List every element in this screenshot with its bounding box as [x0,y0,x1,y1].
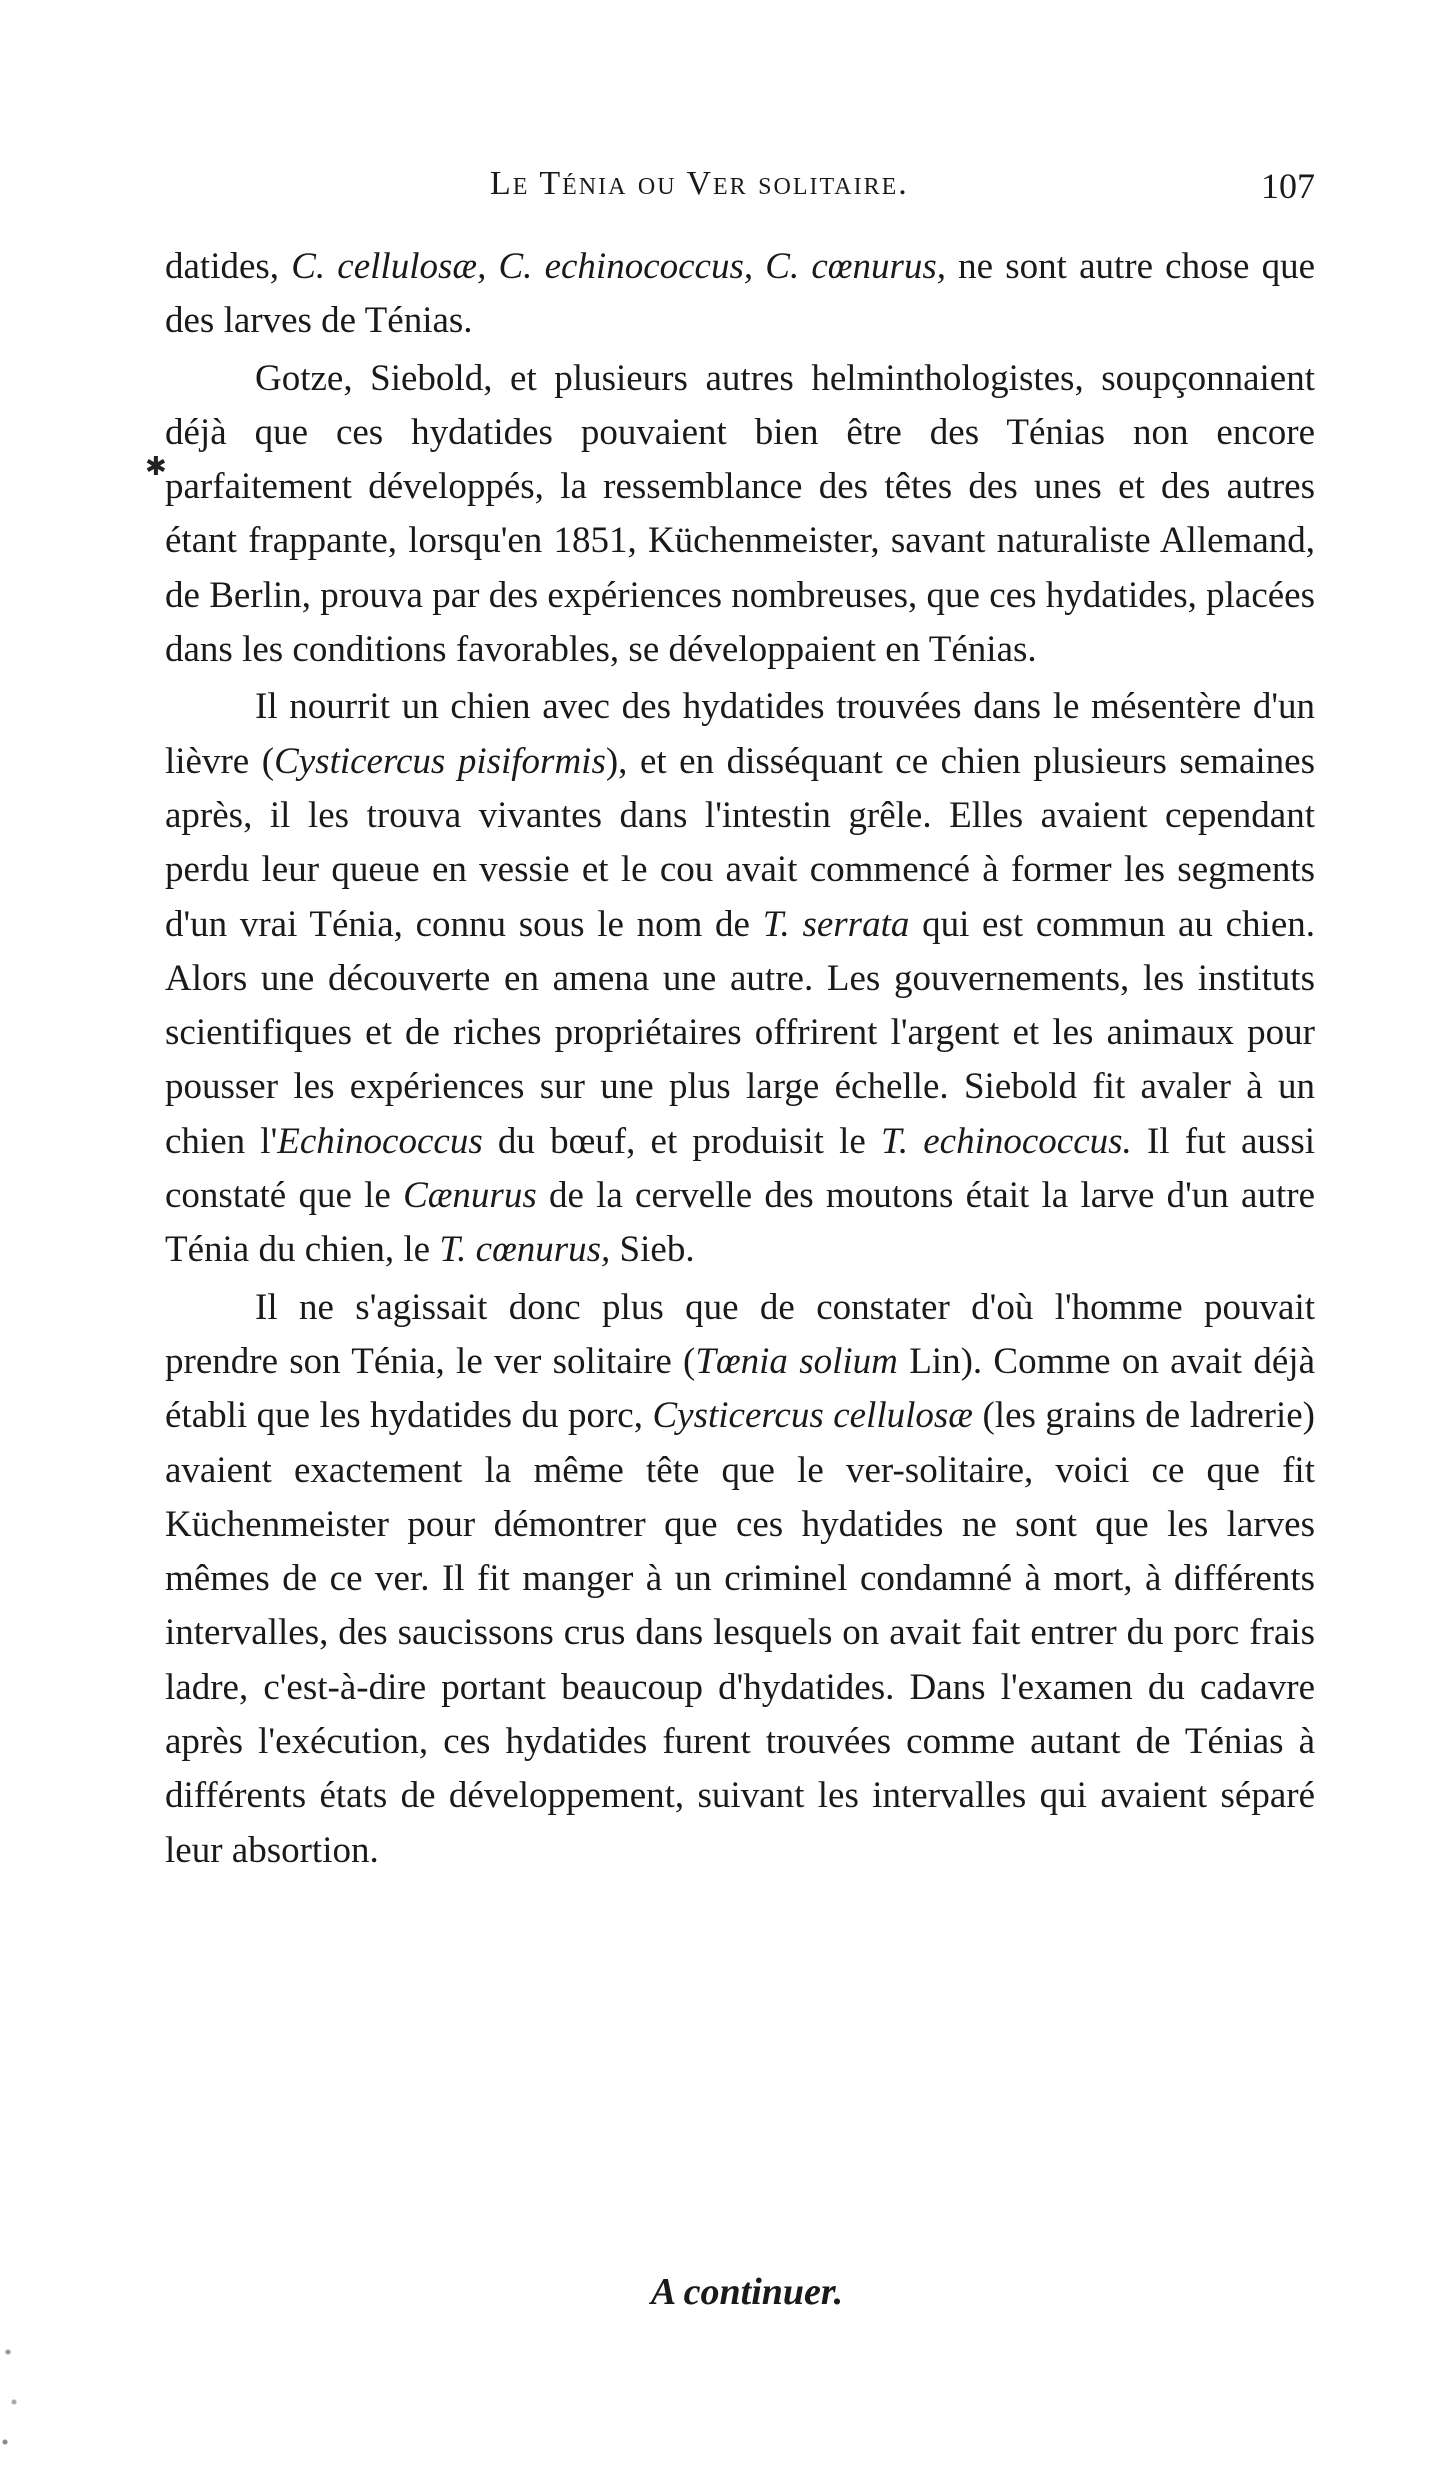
paragraph-4 [165,1281,1315,1878]
closing-note: A continuer. [650,2271,844,2313]
text-run: Lin). Comme on avait déjà établi que les hydatides du porc, [165,1340,1315,1437]
paragraph-2 [165,352,1315,678]
text-run: Il ne s'agissait donc plus que de constater d'où l'homme pouvait prendre son Ténia, le ver solitaire ( [165,1286,1315,1382]
text-run: du bœuf, et produisit le [482,1120,881,1162]
italic-run: Tœnia solium [695,1340,898,1382]
text-run: qui est commun au chien. Alors une découverte en amena une autre. Les gouvernements, les instituts scientifiques et de riches propriétaires offrirent l'argent et les animaux pour pousser les expériences sur une plus large échelle. Siebold fit avaler à un chien l' [165,903,1316,1162]
italic-run: Cænurus [403,1175,537,1217]
page-number: 107 [1261,166,1315,206]
paragraph-1 [165,240,1315,349]
running-head [165,165,1315,215]
text-run: Gotze, Siebold, et plusieurs autres helminthologistes, soupçonnaient déjà que ces hydatides pouvaient bien être des Ténias non encore parfaitement développés, la ressemblance des têtes des unes et des autres étant frappante, lorsqu'en 1851, Küchenmeister, savant naturaliste Allemand, de Berlin, prouva par des expériences nombreuses, que ces hydatides, placées dans les conditions favorables, se développaient en Ténias. [165,357,1315,671]
italic-run: Echinococcus [277,1120,483,1162]
italic-run: C. echinococcus, [498,246,766,287]
body-text [165,240,1315,1878]
text-run: datides, [165,246,292,287]
page-edge-specks [0,2312,30,2472]
text-run: de la cervelle des moutons était la larve d'un autre Ténia du chien, le [165,1175,1315,1271]
text-run: (les grains de ladrerie) avaient exactement la même tête que le ver-solitaire, voici ce que fit Küchenmeister pour démontrer que ces hydatides ne sont que les larves mêmes de ce ver. Il fit manger à un criminel condamné à mort, à différents intervalles, des saucissons crus dans lesquels on avait fait entrer du porc frais ladre, c'est-à-dire portant beaucoup d'hydatides. Dans l'examen du cadavre après l'exécution, ces hydatides furent trouvées comme autant de Ténias à différents états de développement, suivant les intervalles qui avaient séparé leur absortion. [165,1395,1316,1871]
text-run: Sieb. [610,1229,695,1271]
italic-run: T. serrata [762,903,910,945]
text-run: Il fut aussi constaté que le [165,1120,1316,1217]
italic-run: C. cellulosæ, [291,246,499,287]
italic-run: Cysticercus cellulosæ [652,1395,973,1437]
paragraph-3 [165,680,1315,1277]
text-run: ne sont autre chose que des larves de Ténias. [165,246,1315,342]
margin-mark-icon: ✱ [145,452,167,481]
text-run: Il nourrit un chien avec des hydatides trouvées dans le mésentère d'un lièvre ( [165,686,1315,782]
running-title: Le Ténia ou Ver solitaire. [490,165,909,202]
italic-run: T. echinococcus. [881,1120,1132,1162]
italic-run: T. cœnurus, [439,1229,611,1271]
italic-run: C. cœnurus, [765,246,959,287]
text-run: ), et en disséquant ce chien plusieurs semaines après, il les trouva vivantes dans l'intestin grêle. Elles avaient cependant perdu leur queue en vessie et le cou avait commencé à former les segments d'un vrai Ténia, connu sous le nom de [165,740,1316,945]
italic-run: Cysticercus pisiformis [274,740,606,782]
